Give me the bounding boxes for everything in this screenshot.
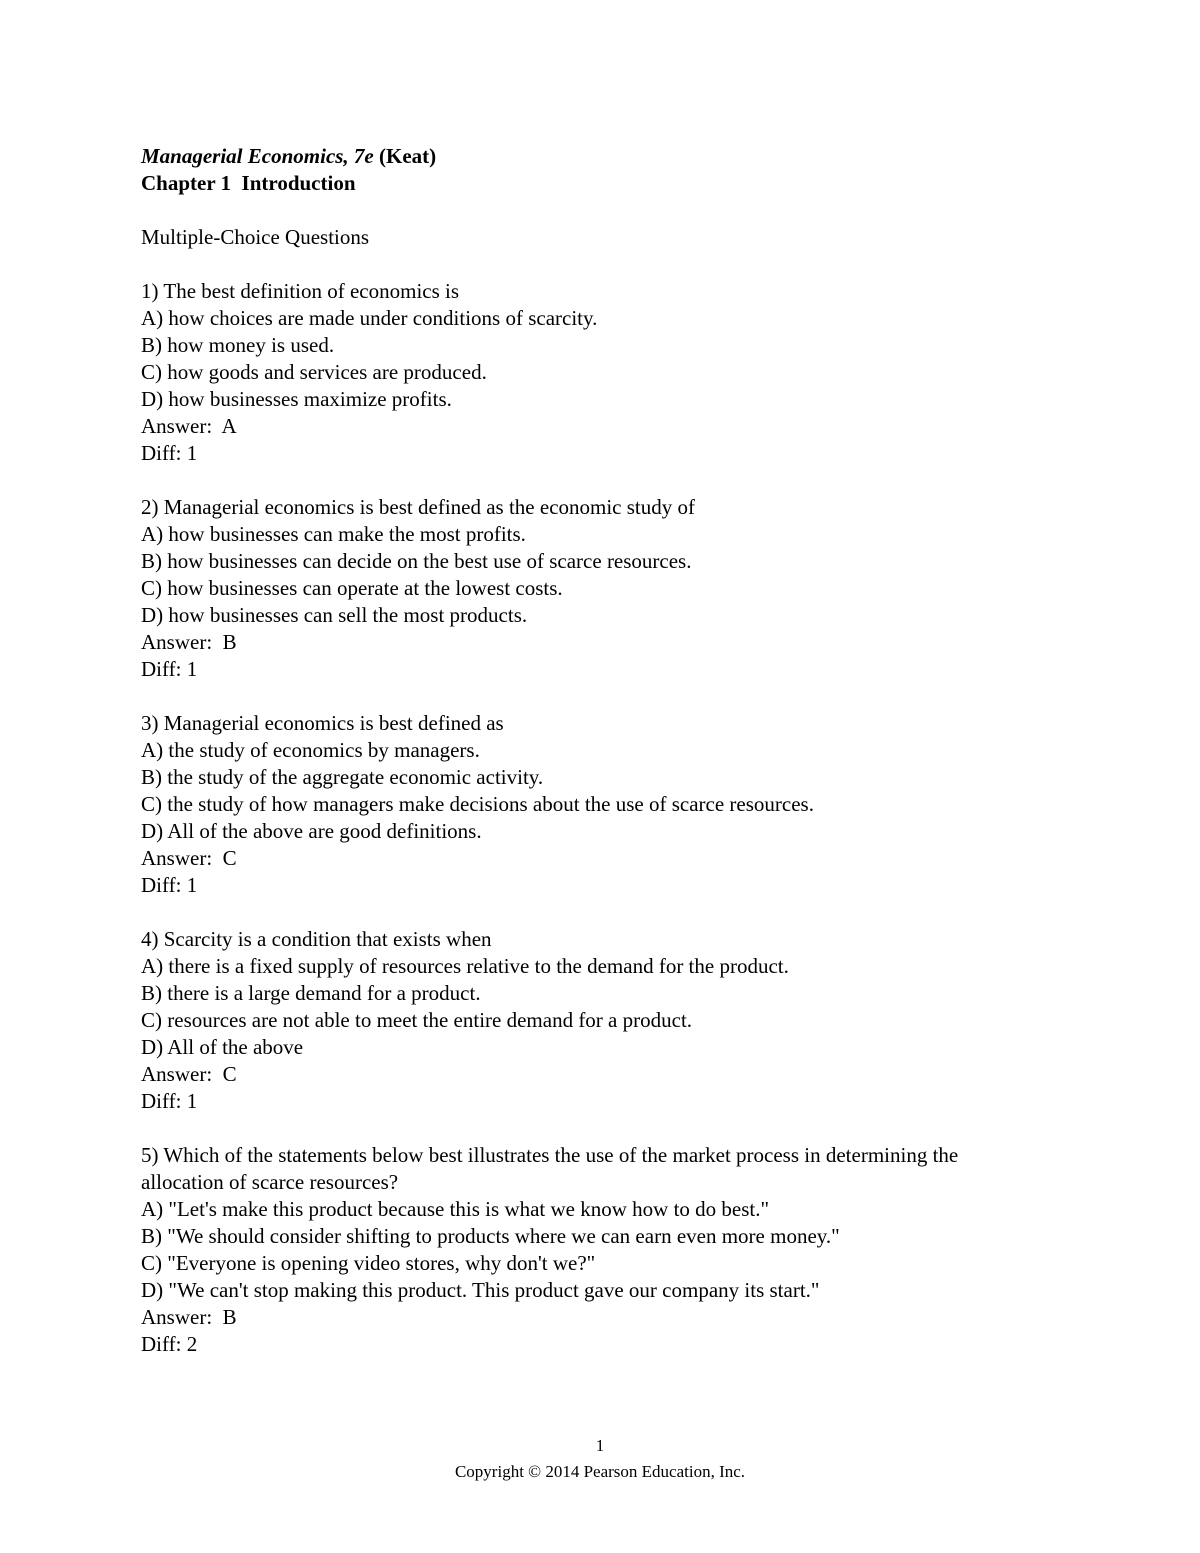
option-d: D) how businesses can sell the most products. [141,603,528,627]
difficulty: Diff: 1 [141,441,198,465]
answer: Answer: C [141,1062,237,1086]
option-a: A) the study of economics by managers. [141,738,480,762]
question-stem: 1) The best definition of economics is [141,279,460,303]
question-1 [141,278,1071,467]
spacer [141,251,1071,278]
option-c: C) "Everyone is opening video stores, why don't we?" [141,1251,596,1275]
book-author: (Keat) [379,144,437,168]
question-4 [141,926,1071,1115]
option-c: C) how businesses can operate at the lowest costs. [141,576,563,600]
option-d: D) "We can't stop making this product. This product gave our company its start." [141,1278,820,1302]
copyright-notice: Copyright © 2014 Pearson Education, Inc. [454,1462,746,1481]
option-c: C) the study of how managers make decisions about the use of scarce resources. [141,792,814,816]
option-c: C) resources are not able to meet the entire demand for a product. [141,1008,693,1032]
question-5 [141,1142,1071,1358]
option-a: A) "Let's make this product because this is what we know how to do best." [141,1197,770,1221]
option-b: B) there is a large demand for a product. [141,981,481,1005]
book-title: Managerial Economics, 7e [141,144,374,168]
option-b: B) "We should consider shifting to products where we can earn even more money." [141,1224,840,1248]
option-b: B) how businesses can decide on the best use of scarce resources. [141,549,692,573]
option-a: A) how choices are made under conditions of scarcity. [141,306,598,330]
book-title-line [141,143,1071,170]
answer: Answer: B [141,1305,237,1329]
document-content [141,143,1071,1358]
difficulty: Diff: 1 [141,657,198,681]
question-3 [141,710,1071,899]
answer: Answer: A [141,414,237,438]
spacer [141,467,1071,494]
section-title: Multiple-Choice Questions [141,225,370,249]
spacer [141,1115,1071,1142]
option-d: D) how businesses maximize profits. [141,387,452,411]
spacer [141,197,1071,224]
option-b: B) how money is used. [141,333,335,357]
difficulty: Diff: 1 [141,1089,198,1113]
option-a: A) there is a fixed supply of resources relative to the demand for the product. [141,954,789,978]
option-d: D) All of the above are good definitions. [141,819,482,843]
option-d: D) All of the above [141,1035,304,1059]
option-c: C) how goods and services are produced. [141,360,487,384]
question-stem: 3) Managerial economics is best defined as [141,711,504,735]
option-b: B) the study of the aggregate economic activity. [141,765,544,789]
answer: Answer: B [141,630,237,654]
question-stem-line-2: allocation of scarce resources? [141,1170,399,1194]
question-stem: 2) Managerial economics is best defined as the economic study of [141,495,695,519]
difficulty: Diff: 1 [141,873,198,897]
answer: Answer: C [141,846,237,870]
spacer [141,899,1071,926]
question-stem-line-1: 5) Which of the statements below best illustrates the use of the market process in determining the [141,1143,959,1167]
spacer [141,683,1071,710]
question-stem: 4) Scarcity is a condition that exists when [141,927,492,951]
difficulty: Diff: 2 [141,1332,198,1356]
page-number: 1 [595,1436,605,1455]
option-a: A) how businesses can make the most profits. [141,522,526,546]
chapter-title: Chapter 1 Introduction [141,171,356,195]
question-2 [141,494,1071,683]
